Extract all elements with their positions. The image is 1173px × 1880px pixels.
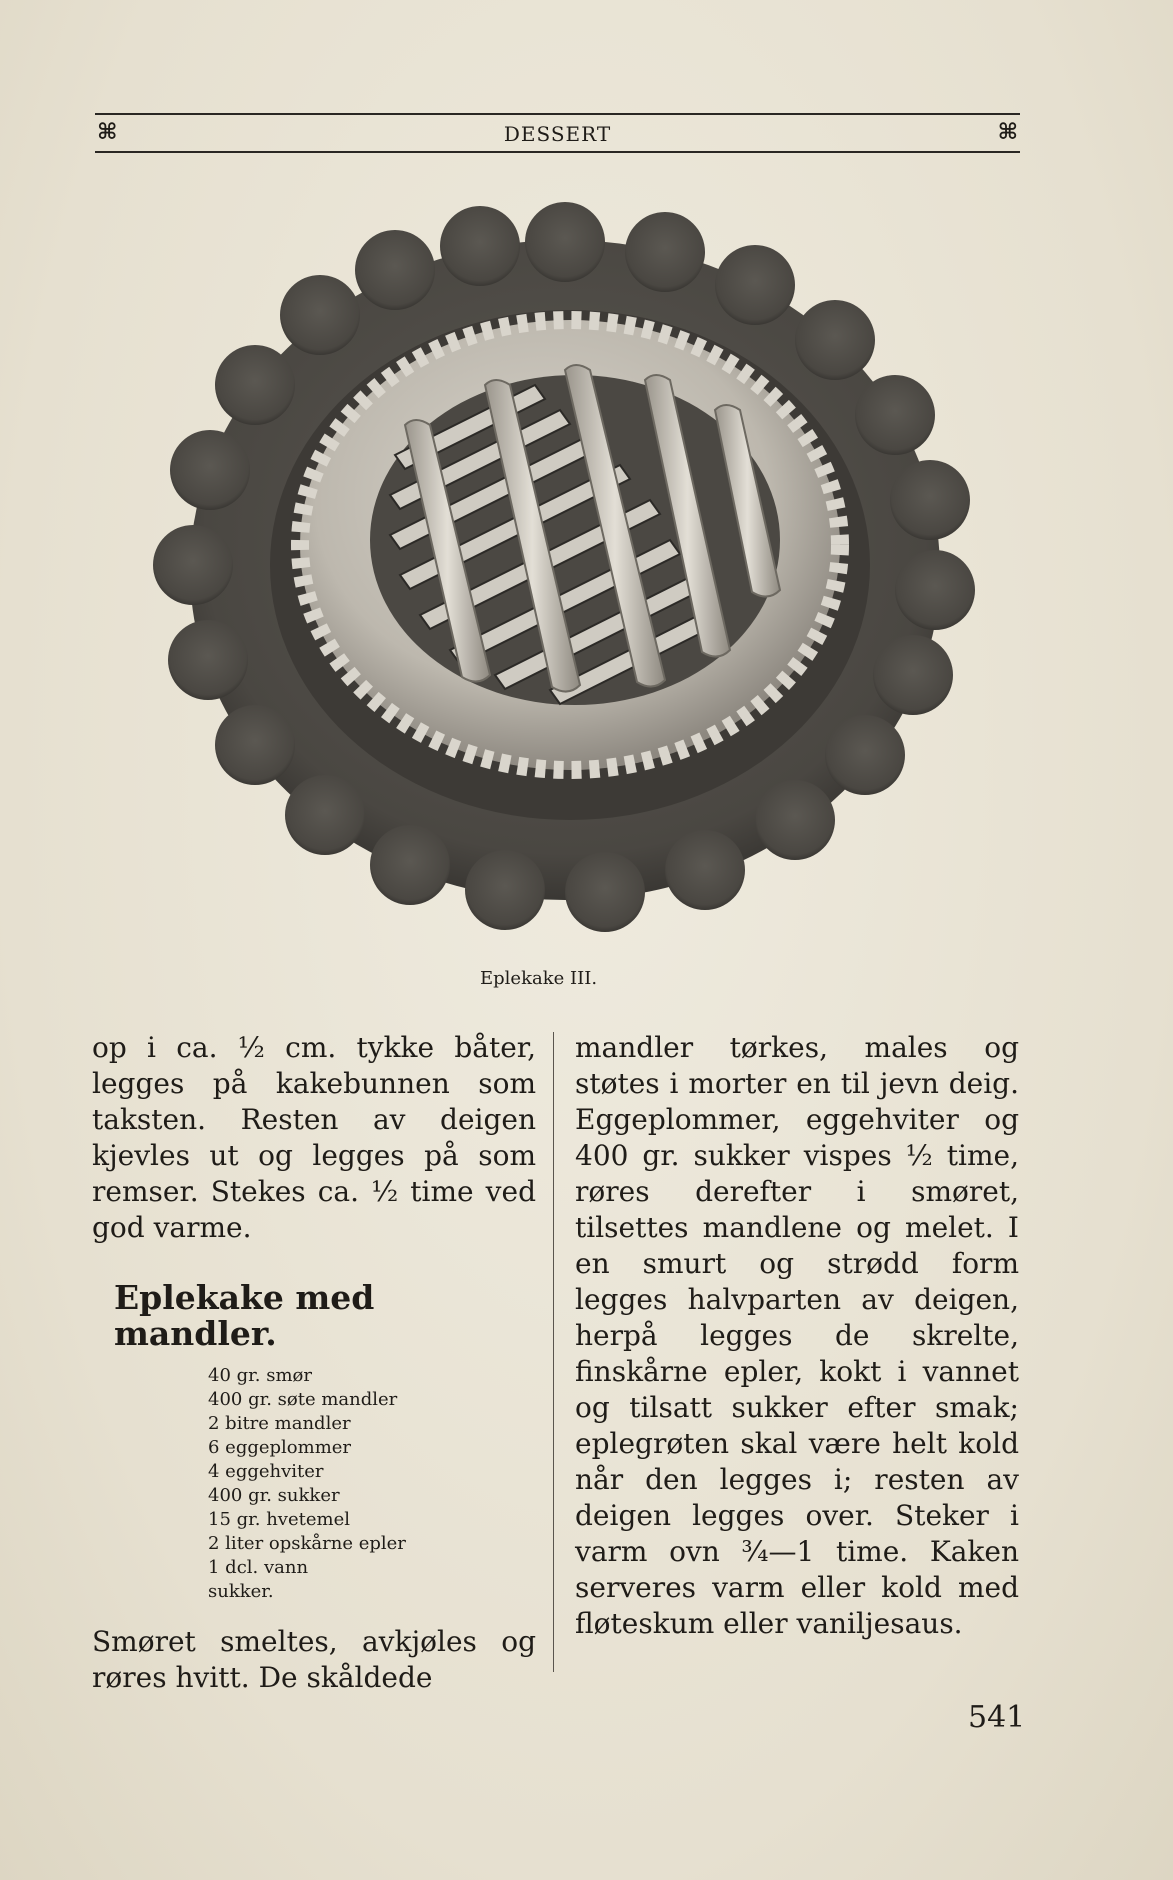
cake-photo bbox=[105, 170, 1025, 950]
ingredient-item: 15 gr. hvetemel bbox=[208, 1509, 350, 1530]
header-ornament-icon: ⌘ bbox=[997, 119, 1018, 145]
figure-caption: Eplekake III. bbox=[480, 968, 598, 989]
ingredient-item: 2 liter opskårne epler bbox=[208, 1533, 406, 1554]
running-header bbox=[95, 113, 1020, 153]
ingredient-item: 1 dcl. vann bbox=[208, 1557, 309, 1578]
page-number: 541 bbox=[968, 1700, 1026, 1735]
header-ornament-icon: ⌘ bbox=[97, 119, 118, 145]
left-column bbox=[92, 1030, 536, 1696]
right-paragraph: mandler tørkes, males og støtes i morter en til jevn deig. Eggeplommer, eggehviter og 400 gr. sukker vispes ½ time, røres derefter i smøret, tilsettes mandlene og melet. I en smurt og strødd form legges halvparten av deigen, herpå legges de skrelte, finskårne epler, kokt i vannet og tilsatt sukker efter smak; eplegrøten skal være helt kold når den legges i; resten av deigen legges over. Steker i varm ovn ¾—1 time. Kaken serveres varm eller kold med fløteskum eller vaniljesaus. bbox=[575, 1031, 1019, 1640]
ingredient-item: 400 gr. søte mandler bbox=[208, 1389, 398, 1410]
ingredient-item: 2 bitre mandler bbox=[208, 1413, 351, 1434]
left-paragraph-method: Smøret smeltes, avkjøles og røres hvitt. De skåldede bbox=[92, 1625, 536, 1694]
ingredient-item: 6 eggeplommer bbox=[208, 1437, 352, 1458]
header-title: DESSERT bbox=[503, 122, 612, 146]
cake bbox=[300, 320, 840, 770]
ingredient-list bbox=[208, 1364, 536, 1604]
ingredient-item: 400 gr. sukker bbox=[208, 1485, 340, 1506]
left-paragraph-continuation: op i ca. ½ cm. tykke båter, legges på kakebunnen som taksten. Resten av deigen kjevles ut og legges på som remser. Stekes ca. ½ time ved god varme. bbox=[92, 1031, 536, 1244]
recipe-title: Eplekake med mandler. bbox=[114, 1278, 375, 1353]
ingredient-item: 40 gr. smør bbox=[208, 1365, 312, 1386]
right-column bbox=[575, 1030, 1019, 1642]
ingredient-item: sukker. bbox=[208, 1581, 274, 1602]
ingredient-item: 4 eggehviter bbox=[208, 1461, 324, 1482]
column-divider bbox=[553, 1032, 554, 1672]
